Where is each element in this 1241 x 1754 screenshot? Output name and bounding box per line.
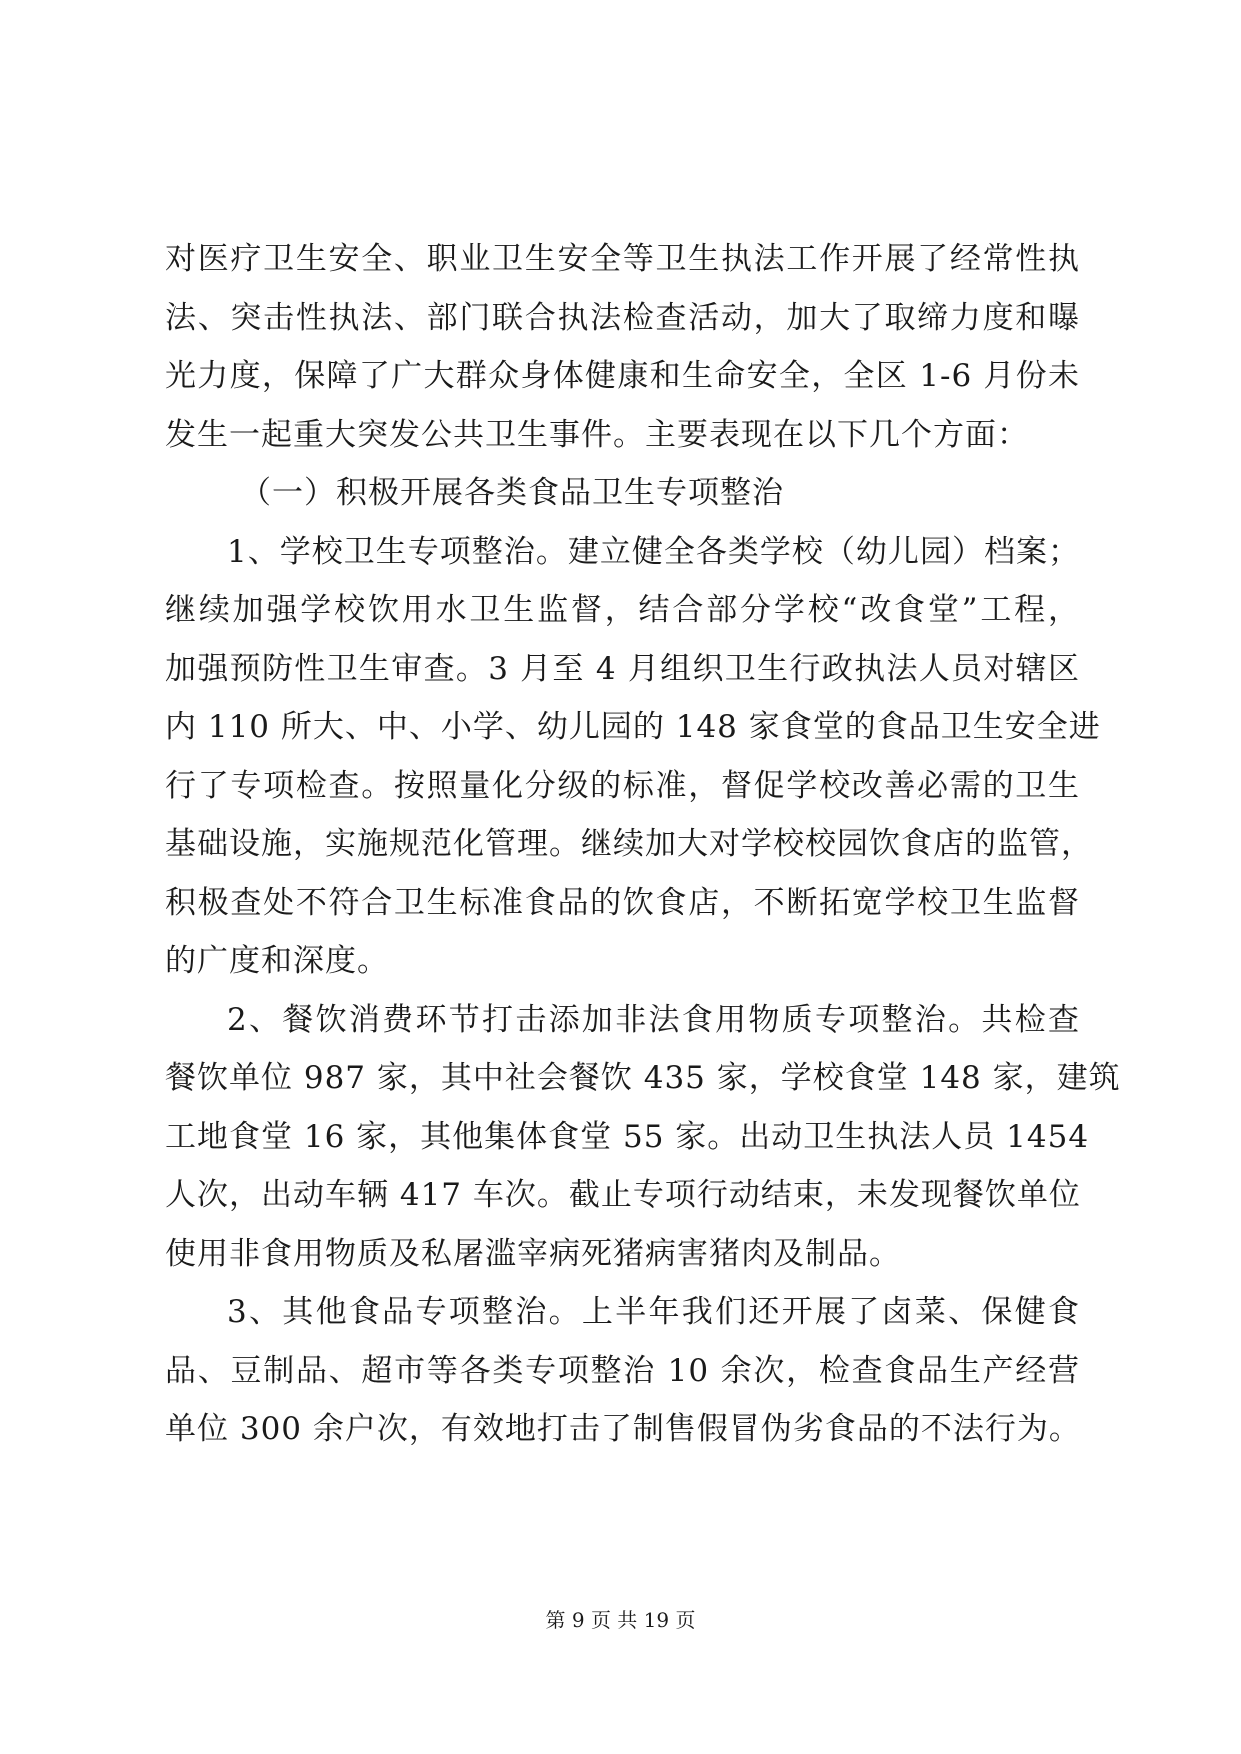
section-heading: （一）积极开展各类食品卫生专项整治 [240, 475, 784, 511]
text-line: 人次，出动车辆 417 车次。截止专项行动结束，未发现餐饮单位 [165, 1177, 1081, 1213]
text-line: 加强预防性卫生审查。3 月至 4 月组织卫生行政执法人员对辖区 [165, 650, 1080, 687]
text-line: 行了专项检查。按照量化分级的标准，督促学校改善必需的卫生 [165, 767, 1080, 804]
text-line: 内 110 所大、中、小学、幼儿园的 148 家食堂的食品卫生安全进 [165, 709, 1101, 745]
text-line: 光力度，保障了广大群众身体健康和生命安全，全区 1-6 月份未 [165, 358, 1080, 394]
text-line: 使用非食用物质及私屠滥宰病死猪病害猪肉及制品。 [165, 1235, 901, 1272]
paragraph-other-food [165, 1283, 1080, 1459]
document-body [165, 230, 1121, 1459]
text-line: 发生一起重大突发公共卫生事件。主要表现在以下几个方面： [165, 416, 1029, 453]
text-line: 品、豆制品、超市等各类专项整治 10 余次，检查食品生产经营 [165, 1352, 1080, 1389]
text-line: 积极查处不符合卫生标准食品的饮食店，不断拓宽学校卫生监督 [165, 884, 1080, 921]
text-line: 的广度和深度。 [165, 943, 389, 979]
text-line: 基础设施，实施规范化管理。继续加大对学校校园饮食店的监管， [165, 826, 1093, 862]
text-line: 单位 300 余户次，有效地打击了制售假冒伪劣食品的不法行为。 [165, 1411, 1081, 1447]
text-line: 3、其他食品专项整治。上半年我们还开展了卤菜、保健食 [227, 1294, 1080, 1330]
text-line: 2、餐饮消费环节打击添加非法食用物质专项整治。共检查 [227, 1001, 1080, 1038]
text-line: 1、学校卫生专项整治。建立健全各类学校（幼儿园）档案； [227, 533, 1080, 570]
text-line: 餐饮单位 987 家，其中社会餐饮 435 家，学校食堂 148 家，建筑 [165, 1060, 1121, 1096]
paragraph-school-hygiene [165, 523, 1101, 991]
page-number-footer: 第 9 页 共 19 页 [545, 1608, 696, 1632]
paragraph-catering [165, 991, 1121, 1284]
paragraph-intro-continuation [165, 230, 1080, 464]
text-line: 工地食堂 16 家，其他集体食堂 55 家。出动卫生执法人员 1454 [165, 1118, 1090, 1155]
text-line: 对医疗卫生安全、职业卫生安全等卫生执法工作开展了经常性执 [165, 241, 1080, 277]
text-line: 法、突击性执法、部门联合执法检查活动，加大了取缔力度和曝 [165, 299, 1080, 336]
text-line: 继续加强学校饮用水卫生监督，结合部分学校“改食堂”工程， [165, 592, 1080, 628]
